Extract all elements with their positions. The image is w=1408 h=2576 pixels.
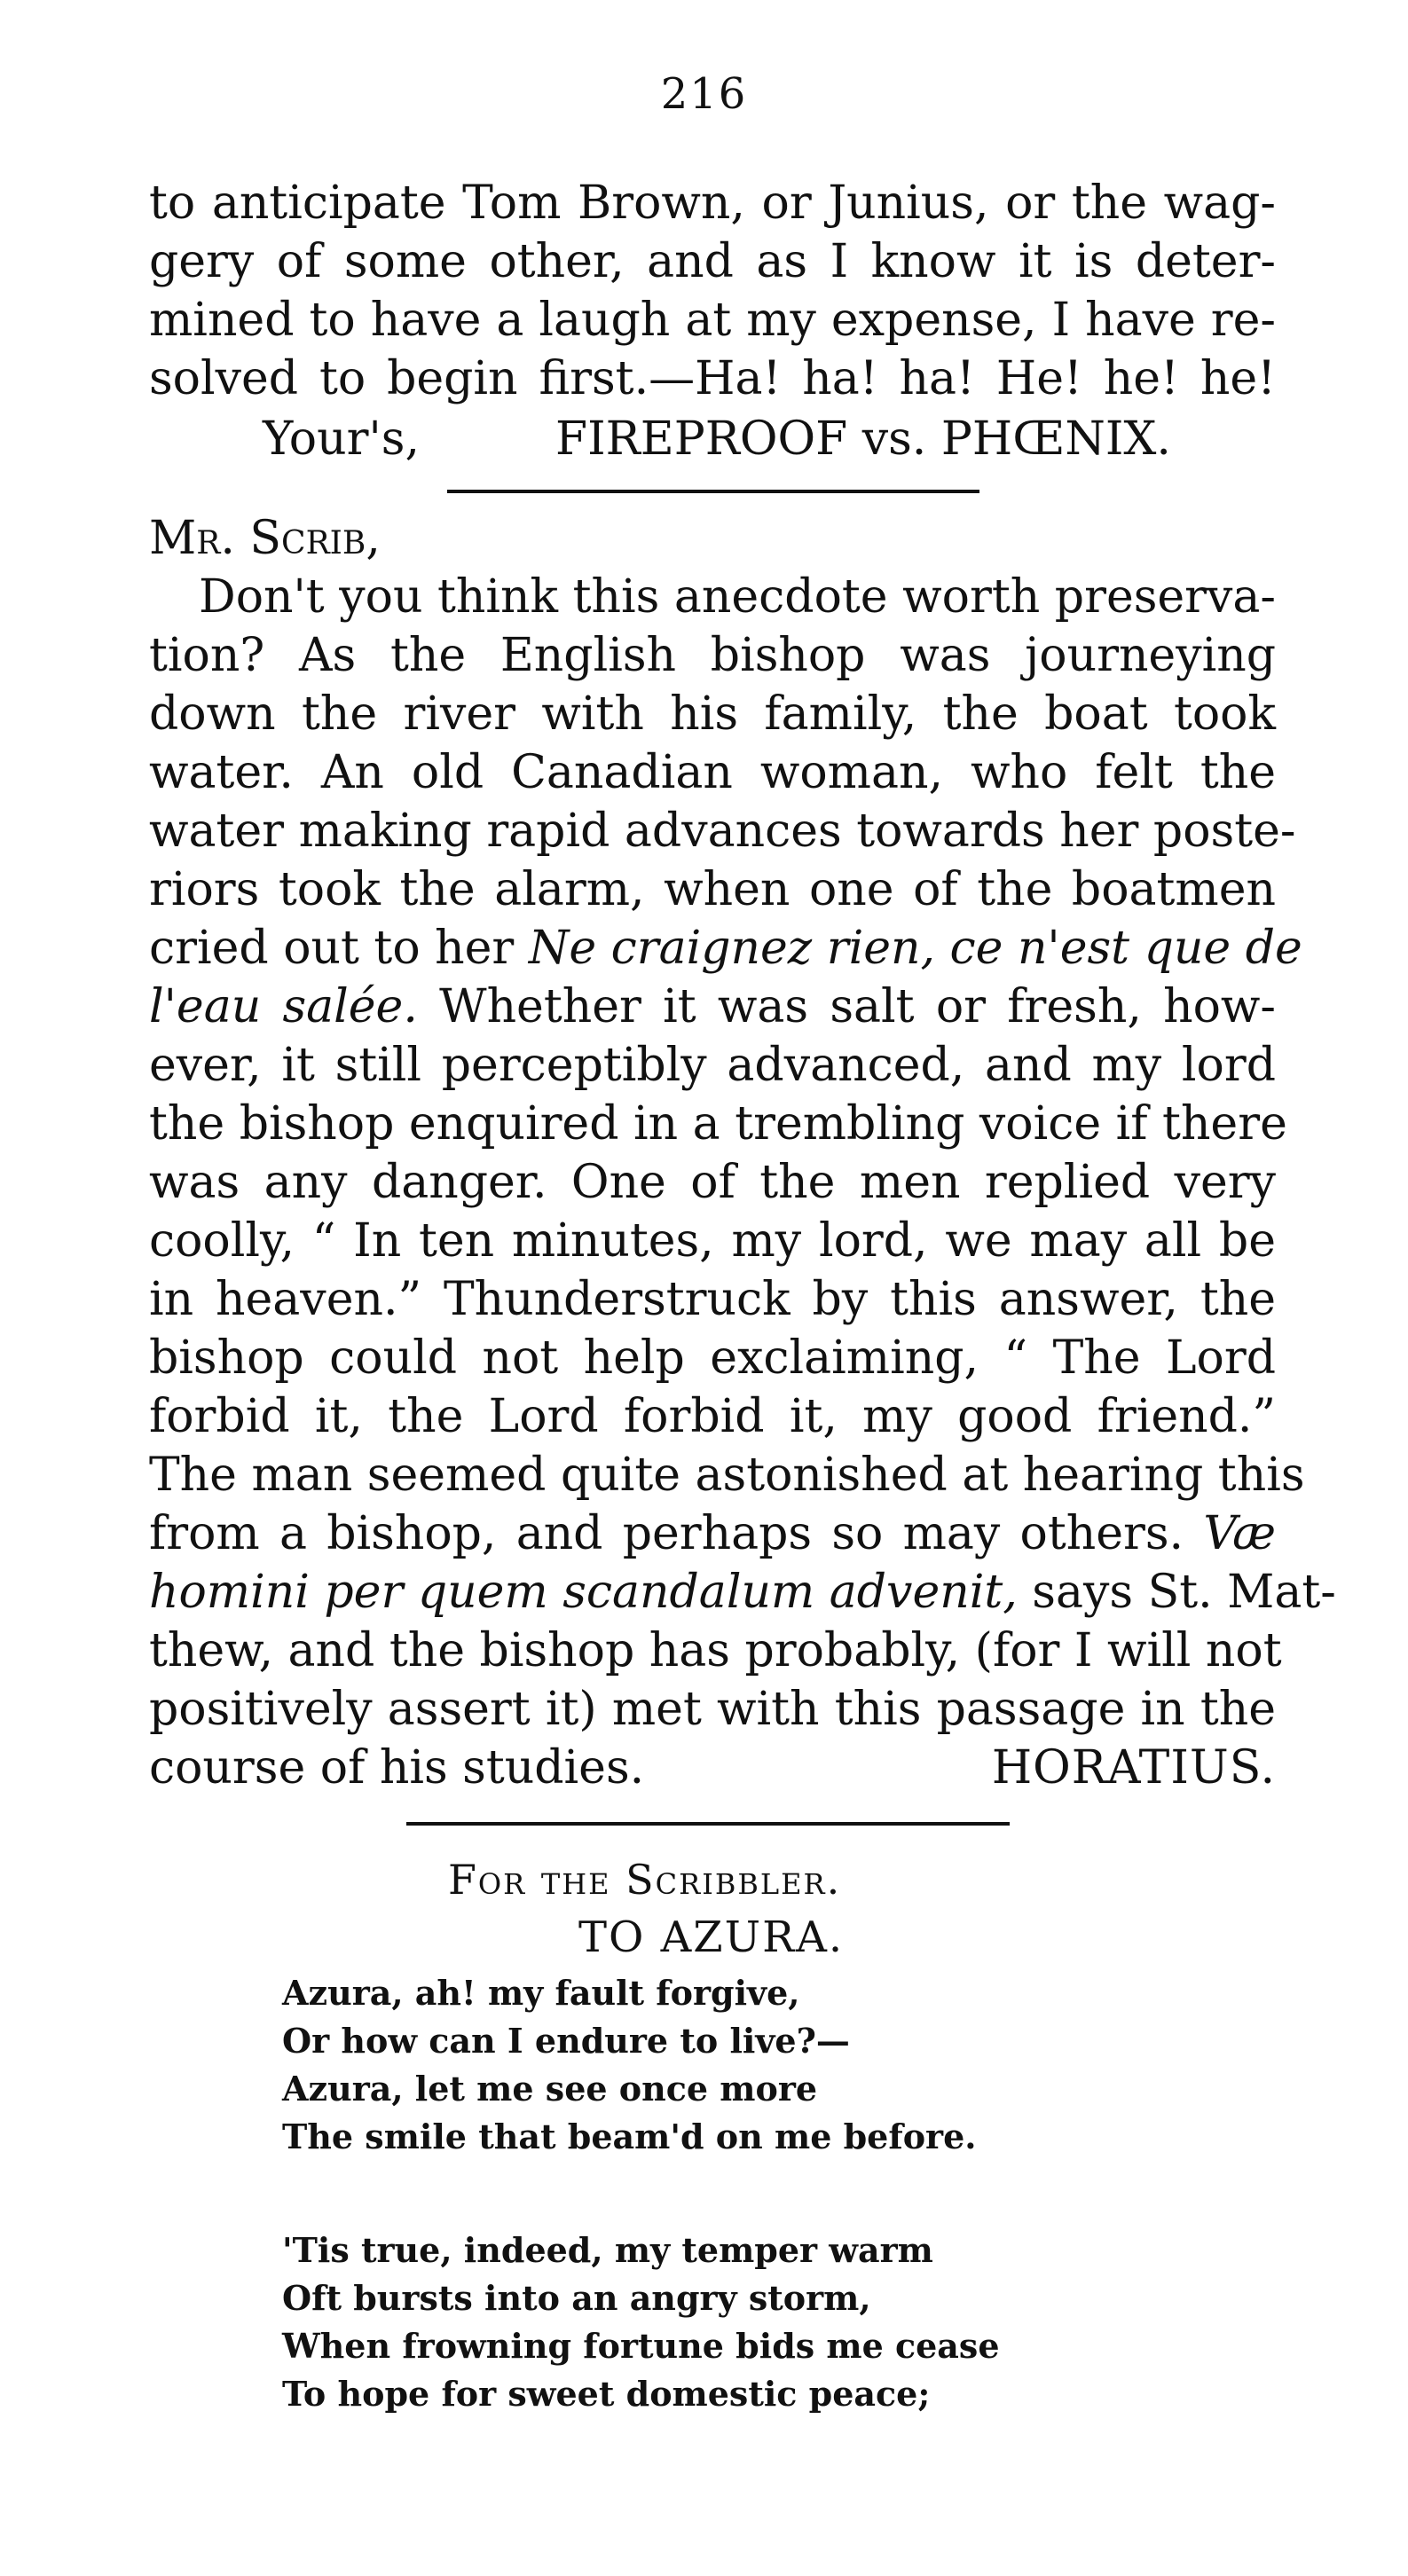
latin-quote-cont: homini per quem scandalum advenit, (149, 1566, 1018, 1619)
text-run: cried out to her (149, 922, 529, 975)
text-line: water making rapid advances towards her poste- (149, 805, 1296, 858)
text-line (149, 1739, 1276, 1797)
text-run: from a bishop, and perhaps so may others. (149, 1507, 1204, 1560)
text-line: gery of some other, and as I know it is deter- (149, 235, 1276, 288)
poem-title: TO AZURA. (578, 1912, 845, 1962)
text-line: thew, and the bishop has probably, (for I will not (149, 1624, 1282, 1677)
french-quote: Ne craignez rien, ce n'est que de (528, 922, 1302, 975)
text-line: the bishop enquired in a trembling voice if there (149, 1097, 1287, 1151)
poem-stanza-1 (282, 1969, 976, 2161)
text-run: Whether it was salt or fresh, how- (417, 980, 1276, 1033)
text-line: mined to have a laugh at my expense, I have re- (149, 294, 1276, 347)
text-line: in heaven.” Thunderstruck by this answer, the (149, 1273, 1276, 1326)
poem-stanza-2 (282, 2227, 1000, 2418)
text-line: to anticipate Tom Brown, or Junius, or the wag- (149, 177, 1276, 230)
text-run: says St. Mat- (1017, 1566, 1336, 1619)
text-line: water. An old Canadian woman, who felt the (149, 746, 1276, 799)
latin-quote: Væ (1203, 1507, 1276, 1560)
text-line: solved to begin first.—Ha! ha! ha! He! he! he! (149, 352, 1276, 405)
section-header: For the Scribbler. (448, 1856, 842, 1904)
verse-line: The smile that beam'd on me before. (282, 2117, 977, 2156)
verse-line: To hope for sweet domestic peace; (282, 2374, 931, 2414)
text-line (149, 1504, 1276, 1563)
text-line (149, 919, 1302, 978)
verse-line: Azura, let me see once more (282, 2069, 818, 2109)
french-quote-end: l'eau salée. (149, 980, 418, 1033)
text-run: course of his studies. (149, 1741, 645, 1795)
verse-line: 'Tis true, indeed, my temper warm (282, 2230, 933, 2270)
verse-line: When frowning fortune bids me cease (282, 2326, 1000, 2366)
text-line: was any danger. One of the men replied very (149, 1156, 1276, 1209)
text-line: bishop could not help exclaiming, “ The Lord (149, 1331, 1276, 1385)
verse-line: Oft bursts into an angry storm, (282, 2278, 871, 2318)
verse-line: Or how can I endure to live?— (282, 2021, 850, 2061)
text-line: positively assert it) met with this passage in the (149, 1683, 1276, 1736)
letter-horatius (149, 509, 1336, 1797)
closing: Your's, (263, 412, 420, 466)
signature-fireproof: FIREPROOF vs. PHŒNIX. (555, 412, 1171, 466)
text-line: The man seemed quite astonished at hearing this (149, 1449, 1305, 1502)
salutation: Mr. Scrib, (149, 512, 381, 565)
letter-end-signoff (263, 410, 1256, 468)
text-line: forbid it, the Lord forbid it, my good friend.” (149, 1390, 1276, 1443)
text-line: Don't you think this anecdote worth preserva- (199, 570, 1276, 624)
signature-horatius: HORATIUS. (991, 1741, 1276, 1795)
text-line: tion? As the English bishop was journeying (149, 629, 1276, 682)
text-line: ever, it still perceptibly advanced, and my lord (149, 1039, 1276, 1092)
verse-line: Azura, ah! my fault forgive, (282, 1973, 800, 2013)
divider-rule (406, 1822, 1010, 1826)
page-number: 216 (660, 69, 748, 119)
text-line: coolly, “ In ten minutes, my lord, we may all be (149, 1214, 1276, 1268)
text-line (149, 1563, 1336, 1622)
text-line: down the river with his family, the boat took (149, 687, 1276, 741)
text-line: riors took the alarm, when one of the boatmen (149, 863, 1276, 916)
text-line (149, 978, 1276, 1036)
divider-rule (447, 490, 979, 493)
letter-end-paragraph (149, 174, 1276, 408)
